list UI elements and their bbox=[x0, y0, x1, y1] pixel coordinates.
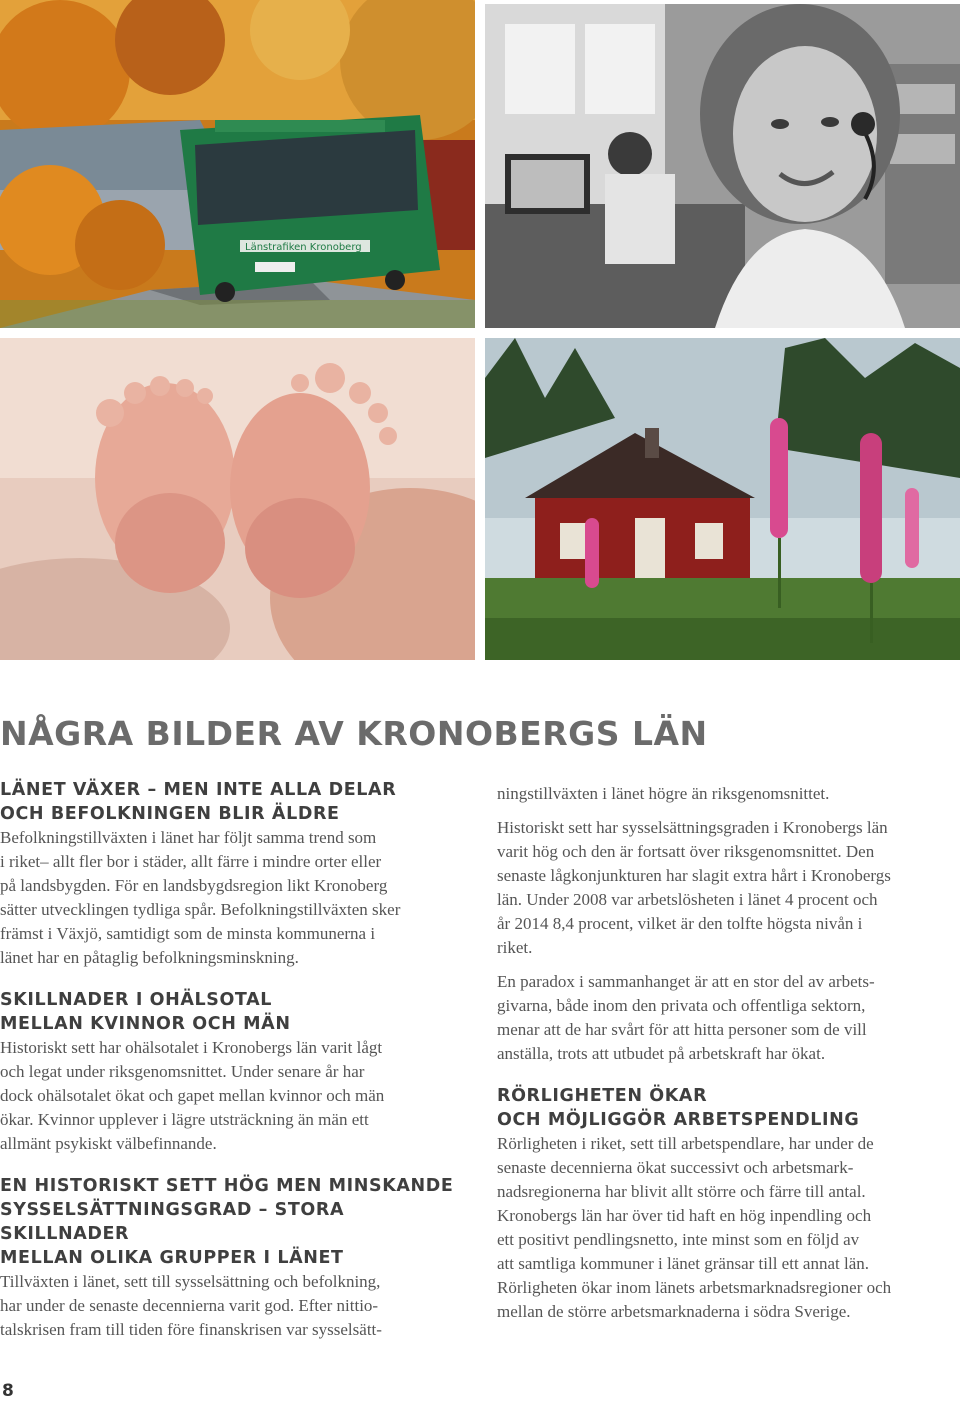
photo-bus-autumn-road bbox=[0, 0, 475, 328]
photo-red-house-lupines bbox=[485, 338, 960, 660]
section-body-population: Befolkningstillväxten i länet har följt samma trend som i riket– allt fler bor i städer, allt färre i mindre orter eller på landsbygden. För en landsbygdsregion likt Kronoberg sätter utvecklingen tydliga spår. Befolkningstillväxten sker främst i Växjö, samtidigt som de minsta kommunerna i länet har en påtaglig befolkningsminskning. bbox=[0, 828, 401, 967]
section-body-employment: Tillväxten i länet, sett till sysselsättning och befolkning, har under de senaste decennierna varit god. Efter nittio- talskrisen fram till tiden före finanskrisen var sysselsätt- bbox=[0, 1272, 382, 1339]
section-heading-employment: EN HISTORISKT SETT HÖG MEN MINSKANDE SYSSELSÄTTNINGSGRAD – STORA SKILLNADER MELLAN OLIKA GRUPPER I LÄNET bbox=[0, 1176, 454, 1268]
section-body-mobility: Rörligheten i riket, sett till arbetspendlare, har under de senaste decennierna ökat successivt och arbetsmark- nadsregionerna har blivit allt större och färre till antal. Kronobergs län har över tid haft en hög inpendling och ett positivt pendlingsnetto, inte minst som en följd av att samtliga kommuner i länet gränsar till ett annat län. Rörligheten ökar inom länets arbetsmarknadsregioner och mellan de större arbetsmarknaderna i södra Sverige. bbox=[497, 1134, 892, 1321]
bus-side-text: Länstrafiken Kronoberg bbox=[245, 242, 362, 253]
paragraph-paradox: En paradox i sammanhanget är att en stor del av arbets- givarna, både inom den privata och offentliga sektorn, menar att de har svårt för att hitta personer som de vill anställa, trots att utbudet på arbetskraft har ökat. bbox=[497, 972, 875, 1063]
paragraph-continuation: ningstillväxten i länet högre än riksgenomsnittet. bbox=[497, 784, 830, 803]
photo-baby-feet bbox=[0, 338, 475, 660]
section-heading-mobility: RÖRLIGHETEN ÖKAR OCH MÖJLIGGÖR ARBETSPENDLING bbox=[497, 1086, 860, 1130]
right-column bbox=[497, 782, 960, 1324]
paragraph-employment-rate: Historiskt sett har sysselsättningsgraden i Kronobergs län varit hög och den är fortsatt över riksgenomsnittet. Den senaste lågkonjunkturen har slagit extra hårt i Kronobergs län. Under 2008 var arbetslösheten i länet 4 procent och år 2014 8,4 procent, vilket är den tolfte högsta nivån i riket. bbox=[497, 818, 891, 957]
photo-headset-woman bbox=[485, 4, 960, 328]
page-title: NÅGRA BILDER AV KRONOBERGS LÄN bbox=[0, 714, 708, 753]
page-number: 8 bbox=[2, 1381, 14, 1401]
section-heading-population: LÄNET VÄXER – MEN INTE ALLA DELAR OCH BEFOLKNINGEN BLIR ÄLDRE bbox=[0, 780, 397, 824]
section-body-health: Historiskt sett har ohälsotalet i Kronobergs län varit lågt och legat under riksgenomsnittet. Under senare år har dock ohälsotalet ökat och gapet mellan kvinnor och män ökar. Kvinnor upplever i lägre utsträckning än män ett allmänt psykiskt välbefinnande. bbox=[0, 1038, 385, 1153]
section-heading-health: SKILLNADER I OHÄLSOTAL MELLAN KVINNOR OCH MÄN bbox=[0, 990, 291, 1034]
left-column bbox=[0, 778, 470, 1342]
